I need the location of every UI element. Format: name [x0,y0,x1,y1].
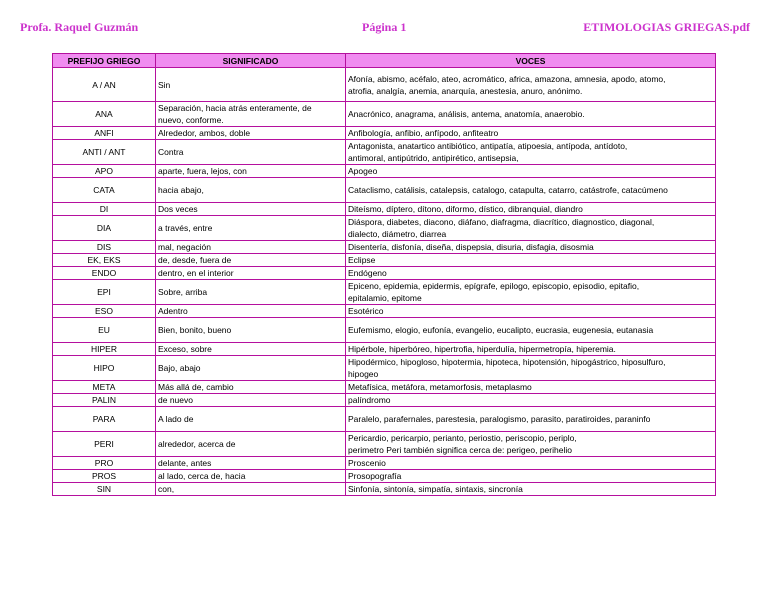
prefix-cell: ENDO [53,267,156,280]
words-cell: Afonía, abismo, acéfalo, ateo, acromático, africa, amazona, amnesia, apodo, atomo, atrofia, analgía, anemia, anarquía, anestesia, anuro, anónimo. [346,68,716,102]
words-cell: Paralelo, parafernales, parestesia, paralogismo, parasito, paratiroides, paraninfo [346,407,716,432]
words-cell: Disentería, disfonía, diseña, dispepsia, disuria, disfagia, disosmia [346,241,716,254]
meaning-cell: al lado, cerca de, hacia [156,470,346,483]
words-cell: Anacrónico, anagrama, análisis, antema, anatomía, anaerobio. [346,102,716,127]
column-header-prefix: PREFIJO GRIEGO [53,54,156,68]
column-header-words: VOCES [346,54,716,68]
table-row [53,216,716,241]
meaning-cell: Adentro [156,305,346,318]
prefix-cell: HIPER [53,343,156,356]
prefix-cell: ANA [53,102,156,127]
author-name: Profa. Raquel Guzmán [20,20,139,34]
words-cell: Apogeo [346,165,716,178]
prefix-cell: PRO [53,457,156,470]
words-cell: Antagonista, anatartico antibiótico, antipatía, atipoesia, antípoda, antídoto, antimoral, antipútrido, antipirético, antisepsia, [346,140,716,165]
prefix-cell: PALIN [53,394,156,407]
table-row [53,102,716,127]
table-row [53,203,716,216]
etymology-table [52,53,716,496]
words-cell: Endógeno [346,267,716,280]
meaning-cell: Más allá de, cambio [156,381,346,394]
prefix-cell: META [53,381,156,394]
words-cell: Hipérbole, hiperbóreo, hipertrofia, hiperdulía, hipermetropía, hiperemia. [346,343,716,356]
meaning-cell: Alrededor, ambos, doble [156,127,346,140]
table-row [53,457,716,470]
words-cell: Eclipse [346,254,716,267]
table-row [53,254,716,267]
words-cell: Metafísica, metáfora, metamorfosis, metaplasmo [346,381,716,394]
meaning-cell: Separación, hacia atrás enteramente, de nuevo, conforme. [156,102,346,127]
prefix-cell: CATA [53,178,156,203]
words-cell: Hipodérmico, hipogloso, hipotermia, hipoteca, hipotensión, hipogástrico, hiposulfuro, hipogeo [346,356,716,381]
meaning-cell: Bien, bonito, bueno [156,318,346,343]
prefix-cell: ANTI / ANT [53,140,156,165]
words-cell: Esotérico [346,305,716,318]
prefix-cell: DIS [53,241,156,254]
prefix-cell: A / AN [53,68,156,102]
meaning-cell: aparte, fuera, lejos, con [156,165,346,178]
meaning-cell: Sobre, arriba [156,280,346,305]
words-cell: Pericardio, pericarpio, perianto, periostio, periscopio, periplo, perimetro Peri también significa cerca de: perigeo, perihelio [346,432,716,457]
table-row [53,356,716,381]
table-row [53,470,716,483]
meaning-cell: Bajo, abajo [156,356,346,381]
words-cell: Proscenio [346,457,716,470]
prefix-cell: EU [53,318,156,343]
meaning-cell: dentro, en el interior [156,267,346,280]
meaning-cell: Contra [156,140,346,165]
words-cell: Eufemismo, elogio, eufonía, evangelio, eucalipto, eucrasia, eugenesia, eutanasia [346,318,716,343]
meaning-cell: de, desde, fuera de [156,254,346,267]
words-cell: Cataclismo, catálisis, catalepsis, catalogo, catapulta, catarro, catástrofe, catacúmeno [346,178,716,203]
meaning-cell: mal, negación [156,241,346,254]
table-row [53,381,716,394]
meaning-cell: A lado de [156,407,346,432]
table-row [53,305,716,318]
words-cell: Epiceno, epidemia, epidermis, epígrafe, epilogo, episcopio, episodio, epitafio, epitalamio, epitome [346,280,716,305]
words-cell: Diáspora, diabetes, diacono, diáfano, diafragma, diacrítico, diagnostico, diagonal, dialecto, diámetro, diarrea [346,216,716,241]
meaning-cell: Sin [156,68,346,102]
prefix-cell: DIA [53,216,156,241]
meaning-cell: de nuevo [156,394,346,407]
prefix-cell: APO [53,165,156,178]
prefix-cell: HIPO [53,356,156,381]
table-row [53,68,716,102]
words-cell: Sinfonía, sintonía, simpatía, sintaxis, sincronía [346,483,716,496]
table-row [53,165,716,178]
prefix-cell: PERI [53,432,156,457]
prefix-cell: SIN [53,483,156,496]
table-header-row [53,54,716,68]
meaning-cell: con, [156,483,346,496]
words-cell: Prosopografía [346,470,716,483]
prefix-cell: PROS [53,470,156,483]
meaning-cell: Dos veces [156,203,346,216]
table-row [53,140,716,165]
column-header-meaning: SIGNIFICADO [156,54,346,68]
table-row [53,127,716,140]
meaning-cell: Exceso, sobre [156,343,346,356]
prefix-cell: ESO [53,305,156,318]
meaning-cell: hacia abajo, [156,178,346,203]
words-cell: Anfibología, anfibio, anfípodo, anfiteatro [346,127,716,140]
table-row [53,280,716,305]
prefix-cell: DI [53,203,156,216]
table-row [53,267,716,280]
prefix-cell: EK, EKS [53,254,156,267]
table-row [53,432,716,457]
prefix-cell: PARA [53,407,156,432]
table-row [53,483,716,496]
table-row [53,407,716,432]
prefix-cell: EPI [53,280,156,305]
words-cell: Diteísmo, díptero, dítono, diformo, dístico, dibranquial, diandro [346,203,716,216]
meaning-cell: delante, antes [156,457,346,470]
table-row [53,241,716,254]
page-number: Página 1 [362,20,407,34]
table-row [53,178,716,203]
table-row [53,394,716,407]
table-row [53,318,716,343]
table-row [53,343,716,356]
meaning-cell: alrededor, acerca de [156,432,346,457]
prefix-cell: ANFI [53,127,156,140]
document-title: ETIMOLOGIAS GRIEGAS.pdf [583,20,750,34]
meaning-cell: a través, entre [156,216,346,241]
words-cell: palíndromo [346,394,716,407]
